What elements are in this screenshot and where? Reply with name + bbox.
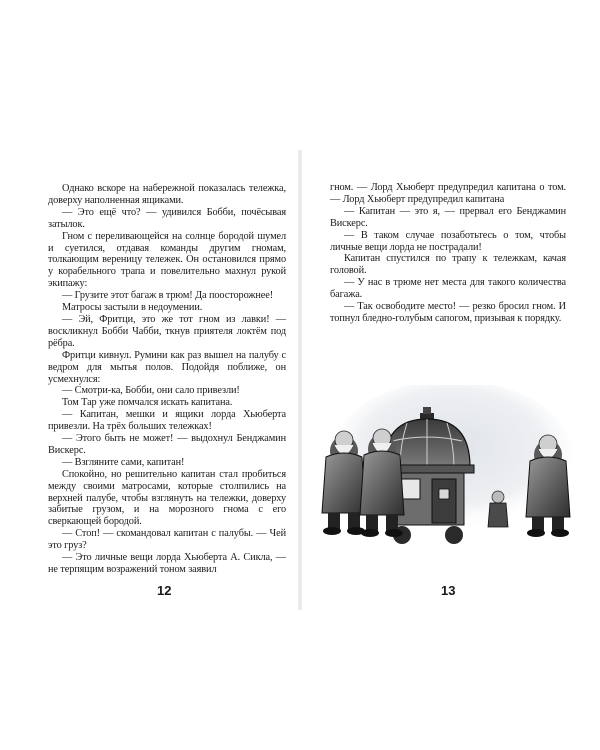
left-page-text [48, 183, 286, 576]
paragraph: — Стоп! — скомандовал капитан с палубы. — Чей это груз? [48, 528, 286, 552]
paragraph: — Капитан, мешки и ящики лорда Хьюберта привезли. На трёх больших тележках! [48, 409, 286, 433]
page-number-left: 12 [157, 583, 172, 598]
paragraph: — Это ещё что? — удивился Бобби, почёсывая затылок. [48, 206, 286, 230]
paragraph: — Эй, Фритци, это же тот гном из лавки! — воскликнул Бобби Чабби, ткнув приятеля локтём под рёбра. [48, 313, 286, 349]
paragraph: — Грузите этот багаж в трюм! Да поосторожнее! [62, 290, 274, 302]
paragraph: — В таком случае позаботьтесь о том, чтобы личные вещи лорда не пострадали! [330, 229, 566, 253]
paragraph: — Это личные вещи лорда Хьюберта А. Сикла, — не терпящим возражений тоном заявил [48, 552, 286, 575]
paragraph: — Взгляните сами, капитан! [62, 456, 185, 468]
paragraph: Матросы застыли в недоумении. [62, 302, 203, 314]
paragraph: Гном с переливающейся на солнце бородой шумел и суетился, отдавая команды другим гномам, толкающим вереницу тележек. Он остановился прямо у корабельного трапа и повелительно махнул рукой экипажу: [48, 230, 286, 290]
paragraph: — Этого быть не может! — выдохнул Бенджамин Вискерс. [48, 433, 286, 456]
page-number-right: 13 [441, 583, 456, 598]
paragraph: Капитан спустился по трапу к тележкам, качая головой. [330, 253, 566, 277]
paragraph: — Капитан — это я, — прервал его Бенджамин Вискерс. [330, 205, 566, 229]
paragraph: — Смотри-ка, Бобби, они сало привезли! [62, 385, 240, 397]
paragraph: Однако вскоре на набережной показалась тележка, доверху наполненная ящиками. [48, 183, 286, 206]
book-gutter [298, 150, 302, 610]
paragraph: Фритци кивнул. Румини как раз вышел на палубу с ведром для мытья полов. Подойдя поближе, он усмехнулся: [48, 349, 286, 385]
paragraph: Том Тар уже помчался искать капитана. [62, 397, 233, 409]
paragraph: — Так освободите место! — резко бросил гном. И топнул бледно-голубым сапогом, призывая к порядку. [330, 301, 566, 324]
paragraph: Спокойно, но решительно капитан стал пробиться между своими матросами, которые столпились на верхней палубе, чтобы взглянуть на тележки, доверху забитые грузом, и на морозного гнома с его сверкающей бородой. [48, 468, 286, 528]
paragraph: — У нас в трюме нет места для такого количества багажа. [330, 277, 566, 301]
right-page-text [330, 182, 566, 325]
paragraph: гном. — Лорд Хьюберт предупредил капитана о том. — Лорд Хьюберт предупредил капитана [330, 182, 566, 205]
dwarves-with-carriage-illustration [312, 385, 582, 550]
